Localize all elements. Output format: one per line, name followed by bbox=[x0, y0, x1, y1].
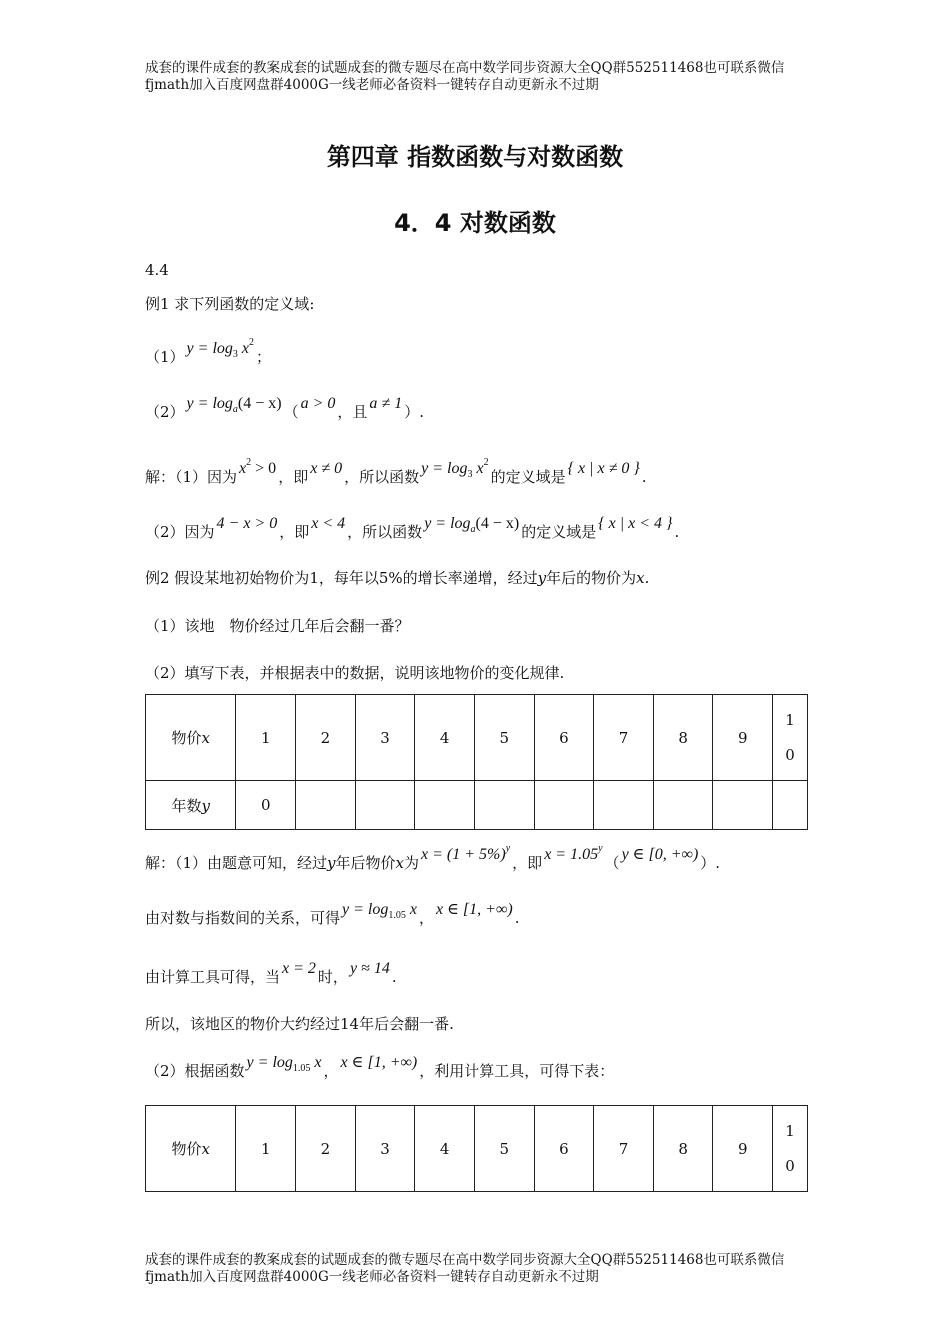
price-table-1 bbox=[145, 694, 808, 830]
table-cell bbox=[594, 781, 654, 830]
price-table-2 bbox=[145, 1105, 808, 1192]
example2-solution2: 由对数与指数间的关系，可得 $y = \log_{1.05} x$ ， x ∈ [1, +∞) . bbox=[145, 901, 520, 927]
formula-loga: $y = \log_a(4 - x)$ bbox=[186, 395, 282, 415]
formula-log3-x2-b: $y = \log_3 x^2$ bbox=[421, 457, 489, 480]
q1-label: （1） bbox=[145, 348, 185, 366]
table-cell: 2 bbox=[296, 695, 356, 781]
formula-growth: $x = (1 + 5\%)^y$ bbox=[421, 843, 511, 863]
table-cell: 4 bbox=[415, 1106, 475, 1192]
table-cell: 5 bbox=[474, 1106, 534, 1192]
table-cell bbox=[415, 781, 475, 830]
table-cell bbox=[534, 781, 594, 830]
table-cell bbox=[474, 781, 534, 830]
table-cell: 2 bbox=[296, 1106, 356, 1192]
formula-x2-gt-0: $x^2 > 0$ bbox=[239, 457, 277, 477]
table-row-label: 物价x bbox=[146, 1106, 236, 1192]
table-cell: 4 bbox=[415, 695, 475, 781]
example1-solution2: （2）因为 4 − x > 0 ，即 x < 4 ，所以函数 $y = \log_a(4 - x)$ 的定义域是 { x | x < 4 } . bbox=[145, 515, 680, 541]
example2-solution3: 由计算工具可得，当 x = 2 时， y ≈ 14 . bbox=[145, 960, 397, 986]
footer-note: 成套的课件成套的教案成套的试题成套的微专题尽在高中数学同步资源大全QQ群552511468也可联系微信fjmath加入百度网盘群4000G一线老师必备资料一键转存自动更新永不过期 bbox=[145, 1252, 785, 1285]
formula-loga-b: $y = \log_a(4 - x)$ bbox=[424, 515, 520, 535]
example2-conclusion: 所以，该地区的物价大约经过14年后会翻一番. bbox=[145, 1015, 454, 1033]
formula-log105-b: $y = \log_{1.05} x$ bbox=[246, 1054, 322, 1074]
table-row-label: 物价x bbox=[146, 695, 236, 781]
table-cell: 1 0 bbox=[773, 1106, 808, 1192]
table-cell: 8 bbox=[653, 695, 713, 781]
table-cell bbox=[773, 781, 808, 830]
cond-a-gt-0: a > 0 bbox=[300, 395, 336, 412]
table-cell bbox=[296, 781, 356, 830]
table-row bbox=[146, 695, 808, 781]
example2-solution4: （2）根据函数 $y = \log_{1.05} x$ ， x ∈ [1, +∞) ，利用计算工具，可得下表： bbox=[145, 1054, 615, 1080]
table-cell: 1 bbox=[236, 1106, 296, 1192]
table-cell: 0 bbox=[236, 781, 296, 830]
section-label: 4.4 bbox=[145, 261, 169, 279]
table-cell: 3 bbox=[355, 695, 415, 781]
table-cell: 5 bbox=[474, 695, 534, 781]
x-domain: x ∈ [1, +∞) bbox=[435, 901, 513, 918]
formula-105: $x = 1.05^y$ bbox=[544, 843, 603, 863]
table-cell bbox=[713, 781, 773, 830]
table-cell: 1 bbox=[236, 695, 296, 781]
example2-solution1: 解：（1）由题意可知，经过y年后物价x为 $x = (1 + 5\%)^y$，即 $x = 1.05^y$（ y ∈ [0, +∞) ）. bbox=[145, 843, 721, 872]
y-domain: y ∈ [0, +∞) bbox=[621, 846, 699, 863]
table-row bbox=[146, 781, 808, 830]
table-cell: 3 bbox=[355, 1106, 415, 1192]
table-cell: 7 bbox=[594, 1106, 654, 1192]
table-cell: 9 bbox=[713, 695, 773, 781]
example1-q1: （1） $y = \log_3 x^2$； bbox=[145, 337, 272, 366]
example1-prompt: 例1 求下列函数的定义域: bbox=[145, 295, 315, 313]
cond-a-ne-1: a ≠ 1 bbox=[369, 395, 403, 412]
table-cell: 8 bbox=[653, 1106, 713, 1192]
table-cell: 1 0 bbox=[773, 695, 808, 781]
table-cell: 9 bbox=[713, 1106, 773, 1192]
domain-set-2: { x | x < 4 } bbox=[598, 515, 673, 532]
table-row-label: 年数y bbox=[146, 781, 236, 830]
example2-q2: （2）填写下表，并根据表中的数据，说明该地物价的变化规律. bbox=[145, 664, 565, 682]
example1-q2: （2） $y = \log_a(4 - x)$ （ a > 0 ，且 a ≠ 1 ）. bbox=[145, 395, 424, 421]
formula-log3-x2: $y = \log_3 x^2$ bbox=[186, 337, 254, 360]
chapter-title: 第四章 指数函数与对数函数 bbox=[326, 143, 624, 171]
table-row bbox=[146, 1106, 808, 1192]
table-cell: 6 bbox=[534, 695, 594, 781]
header-note: 成套的课件成套的教案成套的试题成套的微专题尽在高中数学同步资源大全QQ群552511468也可联系微信fjmath加入百度网盘群4000G一线老师必备资料一键转存自动更新永不过期 bbox=[145, 60, 785, 93]
table-cell bbox=[355, 781, 415, 830]
example2-q1: （1）该地 物价经过几年后会翻一番？ bbox=[145, 617, 410, 635]
table-cell: 7 bbox=[594, 695, 654, 781]
formula-log105: $y = \log_{1.05} x$ bbox=[342, 901, 417, 921]
example1-solution1: 解：（1）因为 $x^2 > 0$ ，即 x ≠ 0 ，所以函数 $y = \log_3 x^2$的定义域是 { x | x ≠ 0 } . bbox=[145, 457, 647, 486]
section-title: 4．4 对数函数 bbox=[394, 209, 556, 237]
domain-set-1: { x | x ≠ 0 } bbox=[567, 460, 640, 477]
table-cell: 6 bbox=[534, 1106, 594, 1192]
example2-prompt: 例2 假设某地初始物价为1，每年以5%的增长率递增，经过y年后的物价为x. bbox=[145, 569, 650, 587]
table-cell bbox=[653, 781, 713, 830]
